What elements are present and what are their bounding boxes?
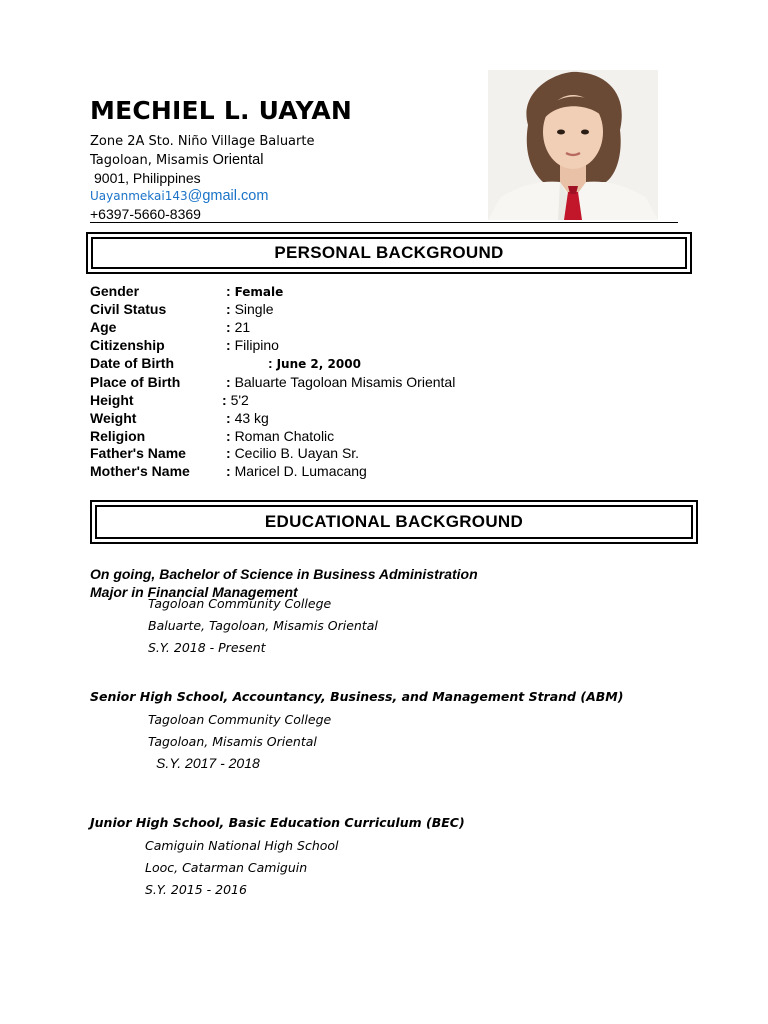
label-mothers-name: Mother's Name: [90, 463, 190, 479]
value-civil-status: : Single: [226, 301, 274, 317]
shs-location: Tagoloan, Misamis Oriental: [148, 734, 317, 749]
address-line-1: Zone 2A Sto. Niño Village Baluarte: [90, 134, 315, 149]
address-line-3: 9001, Philippines: [94, 170, 201, 186]
label-religion: Religion: [90, 428, 146, 444]
email-address: Uayanmekai143@gmail.com: [90, 188, 269, 204]
personal-background-title: PERSONAL BACKGROUND: [91, 237, 687, 269]
value-gender: : Female: [226, 283, 284, 299]
educational-background-title: EDUCATIONAL BACKGROUND: [95, 505, 693, 539]
value-mothers-name: : Maricel D. Lumacang: [226, 463, 367, 479]
label-place-of-birth: Place of Birth: [90, 374, 181, 390]
shs-school: Tagoloan Community College: [148, 712, 332, 727]
value-height: : 5'2: [222, 392, 249, 408]
college-school: Tagoloan Community College: [148, 596, 332, 611]
label-weight: Weight: [90, 410, 137, 426]
shs-years: S.Y. 2017 - 2018: [156, 755, 260, 771]
jhs-title: Junior High School, Basic Education Curriculum (BEC): [90, 815, 465, 830]
value-religion: : Roman Chatolic: [226, 428, 335, 444]
label-civil-status: Civil Status: [90, 301, 167, 317]
label-height: Height: [90, 392, 134, 408]
college-location: Baluarte, Tagoloan, Misamis Oriental: [148, 618, 378, 633]
resume-name: MECHIEL L. UAYAN: [90, 96, 353, 125]
address-line-2: Tagoloan, Misamis Oriental: [90, 152, 264, 168]
jhs-school: Camiguin National High School: [145, 838, 339, 853]
personal-background-box: [86, 232, 692, 274]
profile-photo: [488, 70, 658, 220]
value-date-of-birth: : June 2, 2000: [268, 355, 361, 371]
label-gender: Gender: [90, 283, 140, 299]
college-major: Major in Financial Management: [90, 584, 298, 600]
value-citizenship: : Filipino: [226, 337, 279, 353]
value-age: : 21: [226, 319, 251, 335]
header-divider: [90, 222, 678, 223]
jhs-location: Looc, Catarman Camiguin: [145, 860, 308, 875]
label-date-of-birth: Date of Birth: [90, 355, 174, 371]
college-degree: On going, Bachelor of Science in Business Administration: [90, 566, 478, 582]
jhs-years: S.Y. 2015 - 2016: [145, 882, 247, 897]
value-weight: : 43 kg: [226, 410, 269, 426]
college-years: S.Y. 2018 - Present: [148, 640, 266, 655]
value-fathers-name: : Cecilio B. Uayan Sr.: [226, 445, 360, 461]
value-place-of-birth: : Baluarte Tagoloan Misamis Oriental: [226, 374, 456, 390]
label-age: Age: [90, 319, 117, 335]
label-fathers-name: Father's Name: [90, 445, 186, 461]
shs-title: Senior High School, Accountancy, Business, and Management Strand (ABM): [90, 689, 624, 704]
phone-number: +6397-5660-8369: [90, 206, 201, 222]
label-citizenship: Citizenship: [90, 337, 165, 353]
educational-background-box: [90, 500, 698, 544]
